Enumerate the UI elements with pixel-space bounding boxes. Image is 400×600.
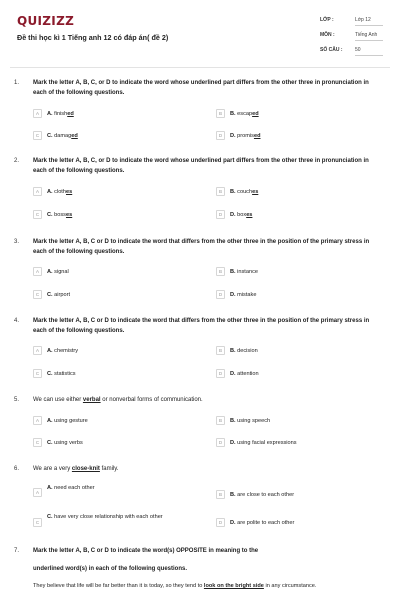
quizizz-logo: QUIZIZZ (17, 14, 75, 28)
option-b[interactable]: B B. instance (216, 267, 258, 276)
option-b[interactable]: B B. using speech (216, 416, 270, 425)
option-a[interactable]: A A. using gesture (33, 416, 88, 425)
option-d[interactable]: D D. promised (216, 131, 260, 140)
option-letter: C (33, 210, 42, 219)
option-letter: A (33, 109, 42, 118)
option-b[interactable]: B B. are close to each other (216, 490, 294, 499)
option-a[interactable]: A A. signal (33, 267, 69, 276)
option-b[interactable]: B B. couches (216, 187, 258, 196)
class-value: Lớp 12 (355, 17, 383, 26)
question-count-label: SỐ CÂU : (320, 47, 343, 53)
option-letter: C (33, 369, 42, 378)
page-header (0, 0, 400, 72)
option-d[interactable]: D D. using facial expressions (216, 438, 297, 447)
question-stem: Mark the letter A, B, C or D to indicate the word that differs from the other three in the position of the primary stress in each of the following questions. (33, 239, 370, 255)
question-number: 5. (14, 397, 20, 403)
question-stem-line1: Mark the letter A, B, C or D to indicate the word(s) OPPOSITE in meaning to the (33, 548, 259, 554)
question-stem: We can use either verbal or nonverbal forms of communication. (33, 397, 203, 403)
option-c[interactable]: C C. statistics (33, 369, 76, 378)
option-a[interactable]: A A. chemistry (33, 346, 78, 355)
option-letter: B (216, 490, 225, 499)
option-letter: B (216, 109, 225, 118)
option-letter: D (216, 438, 225, 447)
question-stem: Mark the letter A, B, C, or D to indicate the word whose underlined part differs from the other three in pronunciation in each of the following questions. (33, 158, 369, 174)
option-letter: C (33, 518, 42, 527)
option-letter: B (216, 416, 225, 425)
option-letter: B (216, 187, 225, 196)
option-letter: D (216, 210, 225, 219)
question-number: 4. (14, 318, 20, 324)
question-count-value: 50 (355, 47, 383, 56)
option-a[interactable]: A A. need each other (33, 485, 95, 497)
option-letter: A (33, 488, 42, 497)
option-letter: B (216, 346, 225, 355)
option-c[interactable]: C C. using verbs (33, 438, 83, 447)
option-letter: D (216, 369, 225, 378)
question-number: 1. (14, 80, 20, 86)
header-divider (10, 67, 390, 68)
option-letter: B (216, 267, 225, 276)
question-number: 3. (14, 239, 20, 245)
option-d[interactable]: D D. mistake (216, 290, 256, 299)
option-letter: A (33, 267, 42, 276)
question-stem: Mark the letter A, B, C, or D to indicate the word whose underlined part differs from the other three in pronunciation in each of the following questions. (33, 80, 369, 96)
question-stem-line2: underlined word(s) in each of the following questions. (33, 566, 188, 572)
question-stem: We are a very close-knit family. (33, 466, 119, 472)
subject-label: MÔN : (320, 32, 335, 38)
option-b[interactable]: B B. escaped (216, 109, 259, 118)
option-letter: D (216, 518, 225, 527)
option-letter: C (33, 290, 42, 299)
option-d[interactable]: D D. boxes (216, 210, 252, 219)
option-c[interactable]: C C. damaged (33, 131, 78, 140)
option-c[interactable]: C C. bosses (33, 210, 72, 219)
option-letter: D (216, 290, 225, 299)
option-letter: D (216, 131, 225, 140)
question-number: 2. (14, 158, 20, 164)
question-stem: Mark the letter A, B, C or D to indicate the word that differs from the other three in the position of the primary stress in each of the following questions. (33, 318, 370, 334)
document-title: Đề thi học kì 1 Tiếng anh 12 có đáp án( đề 2) (17, 33, 169, 42)
class-label: LỚP : (320, 17, 334, 23)
option-c[interactable]: C C. airport (33, 290, 70, 299)
option-letter: A (33, 416, 42, 425)
option-a[interactable]: A A. finished (33, 109, 74, 118)
option-d[interactable]: D D. are polite to each other (216, 518, 294, 527)
subject-value: Tiếng Anh (355, 32, 383, 41)
option-letter: A (33, 187, 42, 196)
option-c[interactable]: C C. have very close relationship with each other (33, 514, 163, 527)
option-letter: C (33, 438, 42, 447)
question-number: 6. (14, 466, 20, 472)
option-letter: A (33, 346, 42, 355)
option-a[interactable]: A A. clothes (33, 187, 72, 196)
question-number: 7. (14, 548, 20, 554)
option-d[interactable]: D D. attention (216, 369, 259, 378)
question-sentence: They believe that life will be far better than it is today, so they tend to look on the bright side in any circumstance. (33, 583, 317, 589)
option-b[interactable]: B B. decision (216, 346, 258, 355)
option-letter: C (33, 131, 42, 140)
